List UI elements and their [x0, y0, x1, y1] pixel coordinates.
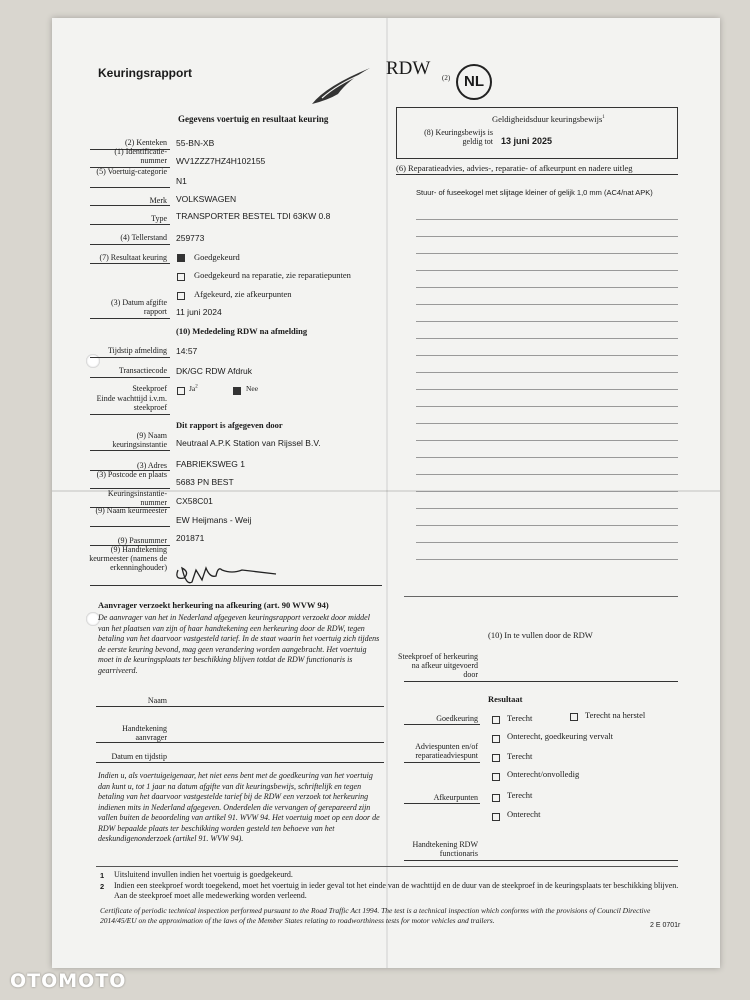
sample-yes: Ja$^2$	[189, 384, 198, 393]
approval-label: Goedkeuring	[436, 714, 478, 723]
date-label: (3) Datum afgifte rapport	[111, 298, 167, 316]
footnote-2-text: Indien een steekproef wordt toegekend, moet het voertuig in ieder geval tot het einde van de wachttijd en de duur van de steekproef in de keuringsplaats ter beschikking blijven. Aan de steekproef moet alle medewerking worden verleend.	[114, 881, 679, 900]
postcode-value: 5683 PN BEST	[176, 477, 234, 487]
approval-void-checkbox[interactable]	[492, 735, 500, 743]
transaction-value: DK/GC RDW Afdruk	[176, 366, 253, 376]
advice-text: Stuur- of fuseekogel met slijtage kleiner of gelijk 1,0 mm (AC4/nat APK)	[416, 188, 653, 197]
advice-title: (6) Reparatieadvies, advies-, reparatie- of afkeurpunt en nadere uitleg	[396, 163, 633, 173]
appeal-text: De aanvrager van het in Nederland afgegeven keuringsrapport verzoekt door middel van het plaatsen van zijn of haar handtekening een herkeuring door de RDW, tegen betaling van het daarvoor vastgesteld tarief. In de staat waarin het voertuig zich tijdens de eerste keuring bevond, mag geen verandering worden aangebracht. Het voertuig moet in de keuringsplaats ter beschikking blijven totdat de RDW functionaris is gearriveerd.	[98, 613, 380, 675]
result-option-3: Afgekeurd, zie afkeurpunten	[194, 289, 292, 299]
result-option-2: Goedgekeurd na reparatie, zie reparatiepunten	[194, 270, 351, 280]
inspector-signature	[172, 556, 282, 588]
rdw-result-title: Resultaat	[488, 694, 523, 704]
station-number-label: Keuringsinstantie-nummer	[107, 489, 167, 507]
rdw-sample-label: Steekproef of herkeuring na afkeur uitgevoerd door	[398, 652, 478, 679]
reject-incorrect: Onterecht	[507, 809, 541, 819]
reject-points-label: Afkeurpunten	[433, 793, 478, 802]
validity-label: (8) Keuringsbewijs is geldig tot	[424, 128, 493, 146]
approval-repair-checkbox[interactable]	[570, 713, 578, 721]
result-option-1: Goedgekeurd	[194, 252, 240, 262]
time-value: 14:57	[176, 346, 198, 356]
rdw-label: RDW	[386, 58, 431, 79]
result-rejected-checkbox	[177, 292, 185, 300]
approval-correct-checkbox[interactable]	[492, 716, 500, 724]
approval-correct: Terecht	[507, 713, 533, 723]
category-value: N1	[176, 176, 187, 186]
sample-end-label: Einde wachttijd i.v.m. steekproef	[96, 394, 167, 412]
type-label: Type	[151, 214, 167, 223]
vin-value: WV1ZZZ7HZ4H102155	[176, 156, 266, 166]
footnote-1-text: Uitsluitend invullen indien het voertuig is goedgekeurd.	[114, 870, 293, 879]
form-code: 2 E 0701r	[650, 922, 681, 929]
type-value: TRANSPORTER BESTEL TDI 63KW 0.8	[176, 211, 331, 221]
odometer-label: (4) Tellerstand	[120, 233, 167, 242]
advice-correct: Terecht	[507, 751, 533, 761]
issuer-title: Dit rapport is afgegeven door	[176, 420, 283, 430]
signature-label: (9) Handtekening keurmeester (namens de erkenninghouder)	[89, 545, 167, 572]
reject-correct-checkbox[interactable]	[492, 794, 500, 802]
certificate-text: Certificate of periodic technical inspection performed pursuant to the Road Traffic Act 1994. The test is a technical inspection which conforms with the provisions of Council Directive 2014/45/EU on the approximation of the laws of the Member States relating to roadworthiness tests for motor vehicles and trailers.	[100, 906, 651, 925]
appeal-text-2: Indien u, als voertuigeigenaar, het niet eens bent met de goedkeuring van het voertuig dan kunt u, tot 1 jaar na datum afgifte van dit keuringsbewijs, schriftelijk en tegen betaling van het daarvoor vastgestelde tarief bij de RDW een verzoek tot herkeuring indienen mits in Nederland afgegeven. Onderdelen die vervangen of gerepareerd zijn vallen buiten de beoordeling van artikel 91. WVW 94. Het voertuig moet op een door de RDW bepaalde plaats ter beschikking worden gesteld ten behoeve van het deskundigenonderzoek (artikel 91. WVW 94).	[98, 771, 380, 843]
report-title: Keuringsrapport	[98, 66, 193, 80]
station-number-value: CX58C01	[176, 496, 213, 506]
inspector-value: EW Heijmans - Weij	[176, 515, 252, 525]
footnote-1-num: 1	[100, 871, 105, 880]
advice-correct-checkbox[interactable]	[492, 754, 500, 762]
pass-value: 201871	[176, 533, 205, 543]
result-label: (7) Resultaat keuring	[99, 253, 167, 262]
sample-yes-checkbox	[177, 387, 185, 395]
sample-no: Nee	[246, 384, 259, 393]
date-value: 11 juni 2024	[176, 307, 222, 317]
rdw-section-title: (10) In te vullen door de RDW	[488, 630, 593, 640]
reject-incorrect-checkbox[interactable]	[492, 813, 500, 821]
transaction-label: Transactiecode	[118, 366, 167, 375]
appeal-title: Aanvrager verzoekt herkeuring na afkeuring (art. 90 WVW 94)	[98, 600, 329, 610]
validity-box	[396, 107, 678, 159]
country-badge: NL	[456, 64, 492, 100]
rdw-sign-label: Handtekening RDW functionaris	[412, 840, 478, 858]
approval-void: Onterecht, goedkeuring vervalt	[507, 731, 613, 741]
approval-repair: Terecht na herstel	[585, 710, 646, 720]
section-vehicle-title: Gegevens voertuig en resultaat keuring	[178, 114, 329, 124]
sample-no-checkbox	[233, 387, 241, 395]
result-approved-checkbox	[177, 254, 185, 262]
rdw-note: (2)	[442, 74, 451, 82]
plate-value: 55-BN-XB	[176, 138, 215, 148]
validity-title: Geldigheidsduur keuringsbewijs$^1$	[492, 114, 605, 124]
address-label: (3) Adres	[137, 461, 167, 470]
odometer-value: 259773	[176, 233, 205, 243]
validity-date: 13 juni 2025	[501, 136, 553, 146]
advice-incomplete: Onterecht/onvolledig	[507, 769, 580, 779]
result-repair-checkbox	[177, 273, 185, 281]
notification-title: (10) Mededeling RDW na afmelding	[176, 326, 308, 336]
footnote-2-num: 2	[100, 882, 105, 891]
plate-label: (2) Kenteken	[125, 138, 167, 147]
sample-label: Steekproef	[132, 384, 167, 393]
institution-label: (9) Naam keuringsinstantie	[112, 431, 167, 449]
appeal-sign-label: Handtekening aanvrager	[122, 724, 167, 742]
category-label: (5) Voertuig-categorie	[96, 167, 167, 176]
vin-label: (1) Identificatie-nummer	[114, 147, 167, 165]
inspector-label: (9) Naam keurmeester	[95, 506, 167, 515]
fold-line-vertical	[386, 18, 388, 968]
appeal-name-label: Naam	[147, 696, 167, 705]
otomoto-watermark: OTOMOTO	[10, 970, 127, 992]
make-label: Merk	[149, 196, 167, 205]
institution-value: Neutraal A.P.K Station van Rijssel B.V.	[176, 438, 321, 448]
time-label: Tijdstip afmelding	[107, 346, 167, 355]
pass-label: (9) Pasnummer	[117, 536, 167, 545]
advice-incomplete-checkbox[interactable]	[492, 773, 500, 781]
advice-points-label: Adviespunten en/of reparatieadviespunt	[415, 742, 478, 760]
appeal-date-label: Datum en tijdstip	[111, 752, 167, 761]
rdw-logo-icon	[308, 64, 374, 108]
postcode-label: (3) Postcode en plaats	[96, 470, 167, 479]
make-value: VOLKSWAGEN	[176, 194, 237, 204]
address-value: FABRIEKSWEG 1	[176, 459, 245, 469]
reject-correct: Terecht	[507, 790, 533, 800]
